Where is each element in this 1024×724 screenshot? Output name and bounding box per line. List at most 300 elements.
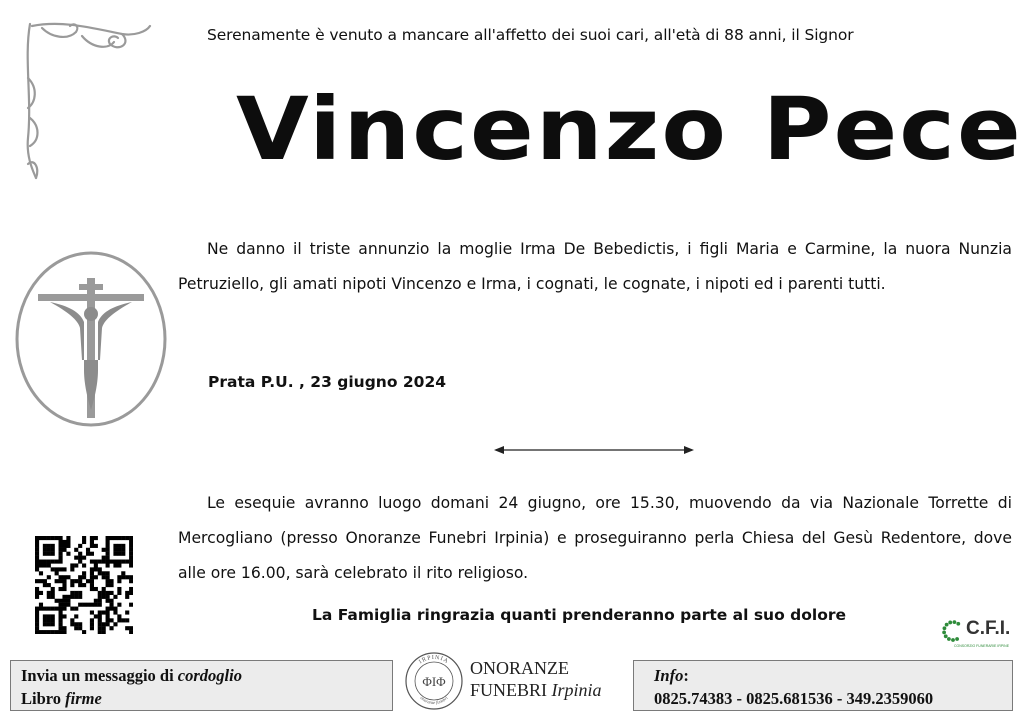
qr-module bbox=[90, 603, 94, 607]
qr-module bbox=[109, 591, 113, 595]
double-arrow-divider-icon bbox=[492, 443, 696, 457]
qr-module bbox=[47, 595, 51, 599]
condolence-prefix: Invia un messaggio di bbox=[21, 666, 174, 685]
qr-module bbox=[98, 567, 102, 571]
qr-module bbox=[98, 610, 102, 614]
thanks-line: La Famiglia ringrazia quanti prenderanno parte al suo dolore bbox=[312, 606, 847, 624]
qr-module bbox=[55, 599, 59, 603]
qr-module bbox=[70, 622, 74, 626]
guestbook-word: firme bbox=[65, 689, 102, 708]
qr-module bbox=[121, 618, 125, 622]
qr-module bbox=[102, 556, 106, 560]
qr-module bbox=[106, 579, 110, 583]
qr-module bbox=[102, 587, 106, 591]
qr-module bbox=[35, 618, 39, 622]
logo-ring-top: IRPINIA bbox=[418, 654, 450, 666]
qr-module bbox=[106, 556, 110, 560]
qr-module bbox=[62, 583, 66, 587]
qr-module bbox=[47, 618, 51, 622]
info-phones[interactable]: 0825.74383 - 0825.681536 - 349.2359060 bbox=[654, 689, 934, 708]
qr-module bbox=[98, 622, 102, 626]
qr-module bbox=[62, 579, 66, 583]
qr-module bbox=[129, 591, 133, 595]
qr-module bbox=[98, 603, 102, 607]
qr-module bbox=[39, 536, 43, 540]
qr-module bbox=[62, 575, 66, 579]
qr-module bbox=[106, 560, 110, 564]
qr-module bbox=[102, 591, 106, 595]
qr-module bbox=[121, 571, 125, 575]
qr-module bbox=[66, 544, 70, 548]
cfi-dot bbox=[955, 637, 959, 641]
qr-module bbox=[78, 583, 82, 587]
qr-module bbox=[35, 548, 39, 552]
qr-module bbox=[98, 595, 102, 599]
qr-module bbox=[35, 626, 39, 630]
qr-module bbox=[82, 575, 86, 579]
qr-module bbox=[74, 591, 78, 595]
qr-module bbox=[51, 560, 55, 564]
qr-module bbox=[117, 544, 121, 548]
qr-module bbox=[51, 552, 55, 556]
qr-module bbox=[78, 575, 82, 579]
qr-module bbox=[86, 552, 90, 556]
qr-module bbox=[90, 579, 94, 583]
qr-module bbox=[98, 599, 102, 603]
qr-module bbox=[102, 622, 106, 626]
qr-module bbox=[129, 556, 133, 560]
qr-module bbox=[106, 618, 110, 622]
cfi-dot bbox=[953, 620, 957, 624]
qr-module bbox=[35, 579, 39, 583]
qr-module bbox=[109, 560, 113, 564]
qr-module bbox=[125, 536, 129, 540]
qr-module bbox=[106, 575, 110, 579]
qr-module bbox=[78, 603, 82, 607]
qr-module bbox=[102, 548, 106, 552]
qr-module bbox=[70, 567, 74, 571]
qr-module bbox=[129, 587, 133, 591]
qr-module bbox=[109, 599, 113, 603]
cfi-label: C.F.I. bbox=[966, 618, 1011, 639]
qr-module bbox=[43, 560, 47, 564]
qr-module bbox=[62, 603, 66, 607]
qr-module bbox=[47, 614, 51, 618]
qr-module bbox=[43, 579, 47, 583]
qr-module bbox=[47, 536, 51, 540]
qr-module bbox=[106, 607, 110, 611]
qr-module bbox=[82, 540, 86, 544]
qr-module bbox=[39, 603, 43, 607]
qr-module bbox=[59, 544, 63, 548]
qr-module bbox=[90, 552, 94, 556]
qr-module bbox=[43, 563, 47, 567]
qr-module bbox=[117, 603, 121, 607]
qr-module bbox=[47, 560, 51, 564]
qr-module bbox=[86, 603, 90, 607]
qr-module bbox=[125, 610, 129, 614]
qr-module bbox=[51, 622, 55, 626]
qr-module bbox=[74, 607, 78, 611]
qr-module bbox=[74, 579, 78, 583]
qr-module bbox=[43, 614, 47, 618]
qr-module bbox=[98, 571, 102, 575]
qr-module bbox=[106, 544, 110, 548]
qr-module bbox=[51, 587, 55, 591]
qr-module bbox=[59, 626, 63, 630]
qr-module bbox=[51, 544, 55, 548]
qr-module bbox=[109, 583, 113, 587]
qr-module bbox=[59, 536, 63, 540]
qr-module bbox=[117, 548, 121, 552]
qr-module bbox=[90, 571, 94, 575]
qr-module bbox=[74, 556, 78, 560]
qr-module bbox=[35, 587, 39, 591]
qr-module bbox=[66, 575, 70, 579]
qr-module bbox=[82, 563, 86, 567]
qr-module bbox=[109, 626, 113, 630]
company-line2-main: FUNEBRI bbox=[470, 680, 548, 700]
qr-module bbox=[47, 563, 51, 567]
qr-module bbox=[94, 575, 98, 579]
guestbook-link[interactable] bbox=[21, 687, 392, 710]
qr-module bbox=[113, 536, 117, 540]
qr-module bbox=[35, 610, 39, 614]
qr-module bbox=[113, 560, 117, 564]
qr-module bbox=[39, 563, 43, 567]
qr-module bbox=[43, 548, 47, 552]
qr-module bbox=[121, 575, 125, 579]
qr-module bbox=[66, 603, 70, 607]
cfi-dot bbox=[942, 631, 946, 635]
qr-module bbox=[62, 540, 66, 544]
qr-module bbox=[117, 560, 121, 564]
qr-module bbox=[59, 540, 63, 544]
qr-module bbox=[125, 626, 129, 630]
qr-module bbox=[62, 607, 66, 611]
qr-module bbox=[98, 618, 102, 622]
qr-module bbox=[66, 552, 70, 556]
logo-ring-bottom: onoranze funebri bbox=[419, 695, 449, 706]
qr-module bbox=[39, 571, 43, 575]
qr-module bbox=[106, 540, 110, 544]
cfi-dots-icon bbox=[940, 618, 966, 644]
qr-module bbox=[94, 599, 98, 603]
qr-module bbox=[35, 591, 39, 595]
qr-module bbox=[43, 552, 47, 556]
qr-module bbox=[59, 603, 63, 607]
qr-module bbox=[109, 618, 113, 622]
qr-module bbox=[59, 610, 63, 614]
company-name bbox=[470, 657, 602, 701]
qr-module bbox=[35, 536, 39, 540]
qr-module bbox=[113, 595, 117, 599]
qr-module bbox=[129, 563, 133, 567]
qr-module bbox=[47, 583, 51, 587]
qr-module bbox=[35, 560, 39, 564]
qr-module bbox=[59, 556, 63, 560]
qr-module bbox=[59, 579, 63, 583]
qr-module bbox=[106, 614, 110, 618]
qr-module bbox=[74, 548, 78, 552]
qr-module bbox=[129, 548, 133, 552]
qr-module bbox=[109, 536, 113, 540]
qr-module bbox=[125, 575, 129, 579]
cfi-dot bbox=[956, 622, 960, 626]
cfi-dot bbox=[945, 623, 949, 627]
qr-module bbox=[109, 607, 113, 611]
qr-module bbox=[125, 591, 129, 595]
qr-module bbox=[62, 599, 66, 603]
qr-module bbox=[98, 626, 102, 630]
qr-module bbox=[78, 622, 82, 626]
qr-module bbox=[70, 591, 74, 595]
intro-line: Serenamente è venuto a mancare all'affetto dei suoi cari, all'età di 88 anni, il Signor bbox=[207, 26, 854, 44]
qr-module bbox=[70, 563, 74, 567]
qr-module bbox=[47, 630, 51, 634]
qr-module bbox=[59, 614, 63, 618]
qr-module bbox=[59, 567, 63, 571]
qr-module bbox=[78, 552, 82, 556]
qr-module bbox=[78, 626, 82, 630]
qr-module bbox=[86, 579, 90, 583]
qr-module bbox=[47, 544, 51, 548]
qr-module bbox=[106, 583, 110, 587]
qr-module bbox=[117, 587, 121, 591]
qr-module bbox=[90, 587, 94, 591]
info-heading bbox=[654, 664, 1012, 687]
qr-module bbox=[55, 579, 59, 583]
qr-module bbox=[117, 575, 121, 579]
qr-module bbox=[78, 579, 82, 583]
qr-code-icon[interactable] bbox=[35, 536, 133, 634]
qr-module bbox=[59, 599, 63, 603]
qr-module bbox=[113, 544, 117, 548]
qr-module bbox=[51, 595, 55, 599]
qr-module bbox=[74, 563, 78, 567]
qr-module bbox=[106, 571, 110, 575]
qr-module bbox=[90, 622, 94, 626]
cfi-dot bbox=[947, 637, 951, 641]
qr-module bbox=[94, 560, 98, 564]
qr-module bbox=[113, 610, 117, 614]
qr-module bbox=[102, 595, 106, 599]
company-line2-italic: Irpinia bbox=[551, 680, 602, 700]
qr-module bbox=[106, 548, 110, 552]
qr-module bbox=[78, 560, 82, 564]
cfi-dot bbox=[948, 621, 952, 625]
cfi-dot bbox=[944, 634, 948, 638]
condolence-box[interactable] bbox=[10, 660, 393, 711]
qr-module bbox=[39, 560, 43, 564]
qr-module bbox=[102, 575, 106, 579]
qr-module bbox=[51, 567, 55, 571]
qr-module bbox=[106, 595, 110, 599]
qr-module bbox=[70, 607, 74, 611]
qr-module bbox=[55, 567, 59, 571]
qr-module bbox=[74, 595, 78, 599]
qr-module bbox=[94, 536, 98, 540]
funeral-paragraph: Le esequie avranno luogo domani 24 giugno, ore 15.30, muovendo da via Nazionale Torrette di Mercogliano (presso Onoranze Funebri Irpinia) e proseguiranno perla Chiesa del Gesù Redentore, dove alle ore 16.00, sarà celebrato il rito religioso. bbox=[178, 494, 1012, 582]
qr-module bbox=[90, 536, 94, 540]
condolence-link[interactable] bbox=[21, 664, 392, 687]
qr-module bbox=[125, 560, 129, 564]
qr-module bbox=[59, 630, 63, 634]
qr-module bbox=[86, 548, 90, 552]
qr-module bbox=[117, 536, 121, 540]
qr-module bbox=[59, 560, 63, 564]
qr-module bbox=[43, 583, 47, 587]
qr-module bbox=[35, 595, 39, 599]
qr-module bbox=[35, 607, 39, 611]
company-line1: ONORANZE bbox=[470, 658, 569, 678]
qr-module bbox=[55, 607, 59, 611]
qr-module bbox=[62, 630, 66, 634]
cfi-dot bbox=[951, 638, 955, 642]
qr-module bbox=[82, 571, 86, 575]
qr-module bbox=[90, 626, 94, 630]
cfi-logo bbox=[940, 616, 1018, 654]
qr-module bbox=[62, 567, 66, 571]
qr-module bbox=[106, 610, 110, 614]
qr-module bbox=[94, 567, 98, 571]
qr-module bbox=[90, 560, 94, 564]
qr-module bbox=[98, 591, 102, 595]
qr-module bbox=[62, 626, 66, 630]
qr-module bbox=[70, 618, 74, 622]
qr-module bbox=[35, 552, 39, 556]
qr-module bbox=[98, 630, 102, 634]
qr-module bbox=[106, 552, 110, 556]
qr-module bbox=[39, 630, 43, 634]
qr-module bbox=[55, 571, 59, 575]
qr-module bbox=[47, 591, 51, 595]
qr-module bbox=[35, 556, 39, 560]
qr-module bbox=[43, 544, 47, 548]
logo-monogram: ΦΙΦ bbox=[422, 674, 446, 689]
qr-module bbox=[117, 579, 121, 583]
qr-module bbox=[117, 591, 121, 595]
info-label: Info bbox=[654, 666, 684, 685]
qr-module bbox=[106, 591, 110, 595]
qr-module bbox=[51, 536, 55, 540]
qr-module bbox=[55, 630, 59, 634]
qr-module bbox=[94, 603, 98, 607]
qr-module bbox=[35, 614, 39, 618]
qr-module bbox=[102, 610, 106, 614]
qr-module bbox=[125, 595, 129, 599]
qr-module bbox=[66, 536, 70, 540]
qr-module bbox=[47, 548, 51, 552]
qr-module bbox=[129, 579, 133, 583]
qr-module bbox=[35, 630, 39, 634]
qr-module bbox=[55, 560, 59, 564]
qr-module bbox=[39, 591, 43, 595]
qr-module bbox=[62, 595, 66, 599]
qr-module bbox=[59, 548, 63, 552]
qr-module bbox=[129, 575, 133, 579]
qr-module bbox=[121, 552, 125, 556]
qr-module bbox=[82, 630, 86, 634]
qr-module bbox=[121, 544, 125, 548]
qr-module bbox=[35, 622, 39, 626]
qr-module bbox=[55, 536, 59, 540]
qr-module bbox=[102, 630, 106, 634]
qr-module bbox=[90, 540, 94, 544]
cfi-dot bbox=[943, 626, 947, 630]
qr-module bbox=[102, 560, 106, 564]
qr-module bbox=[35, 544, 39, 548]
qr-module bbox=[117, 618, 121, 622]
qr-module bbox=[43, 618, 47, 622]
qr-module bbox=[51, 607, 55, 611]
qr-module bbox=[106, 599, 110, 603]
qr-module bbox=[78, 595, 82, 599]
qr-module bbox=[70, 595, 74, 599]
qr-module bbox=[70, 583, 74, 587]
qr-module bbox=[78, 591, 82, 595]
qr-module bbox=[43, 622, 47, 626]
qr-module bbox=[43, 607, 47, 611]
qr-module bbox=[82, 556, 86, 560]
qr-module bbox=[113, 622, 117, 626]
qr-module bbox=[129, 552, 133, 556]
qr-module bbox=[90, 544, 94, 548]
qr-module bbox=[129, 560, 133, 564]
qr-module bbox=[78, 544, 82, 548]
qr-module bbox=[98, 614, 102, 618]
qr-module bbox=[90, 583, 94, 587]
qr-module bbox=[121, 560, 125, 564]
onoranze-logo-icon bbox=[403, 650, 465, 712]
qr-module bbox=[51, 614, 55, 618]
qr-module bbox=[74, 626, 78, 630]
crucifix-icon bbox=[14, 250, 168, 428]
floral-corner-ornament-icon bbox=[22, 18, 162, 188]
qr-module bbox=[117, 563, 121, 567]
qr-module bbox=[129, 626, 133, 630]
qr-module bbox=[59, 607, 63, 611]
place-date: Prata P.U. , 23 giugno 2024 bbox=[208, 373, 447, 391]
qr-module bbox=[113, 607, 117, 611]
qr-module bbox=[117, 614, 121, 618]
qr-module bbox=[47, 575, 51, 579]
qr-module bbox=[66, 540, 70, 544]
qr-module bbox=[59, 622, 63, 626]
qr-module bbox=[106, 536, 110, 540]
qr-module bbox=[51, 548, 55, 552]
qr-module bbox=[35, 563, 39, 567]
qr-module bbox=[90, 610, 94, 614]
qr-module bbox=[90, 575, 94, 579]
qr-module bbox=[51, 591, 55, 595]
qr-module bbox=[102, 571, 106, 575]
qr-module bbox=[94, 544, 98, 548]
qr-module bbox=[78, 556, 82, 560]
cfi-caption: CONSORZIO FUNERARIE IRPINE bbox=[954, 644, 1010, 648]
qr-module bbox=[129, 544, 133, 548]
qr-module bbox=[51, 618, 55, 622]
qr-module bbox=[35, 540, 39, 544]
qr-module bbox=[82, 603, 86, 607]
qr-module bbox=[117, 552, 121, 556]
qr-module bbox=[94, 563, 98, 567]
company-line2 bbox=[470, 679, 602, 701]
qr-module bbox=[129, 630, 133, 634]
announcement-paragraph: Ne danno il triste annunzio la moglie Irma De Bebedictis, i figli Maria e Carmine, la nuora Nunzia Petruziello, gli amati nipoti Vincenzo e Irma, i cognati, le cognate, i nipoti ed i parenti tutti. bbox=[178, 240, 1012, 293]
qr-module bbox=[62, 614, 66, 618]
qr-module bbox=[39, 607, 43, 611]
